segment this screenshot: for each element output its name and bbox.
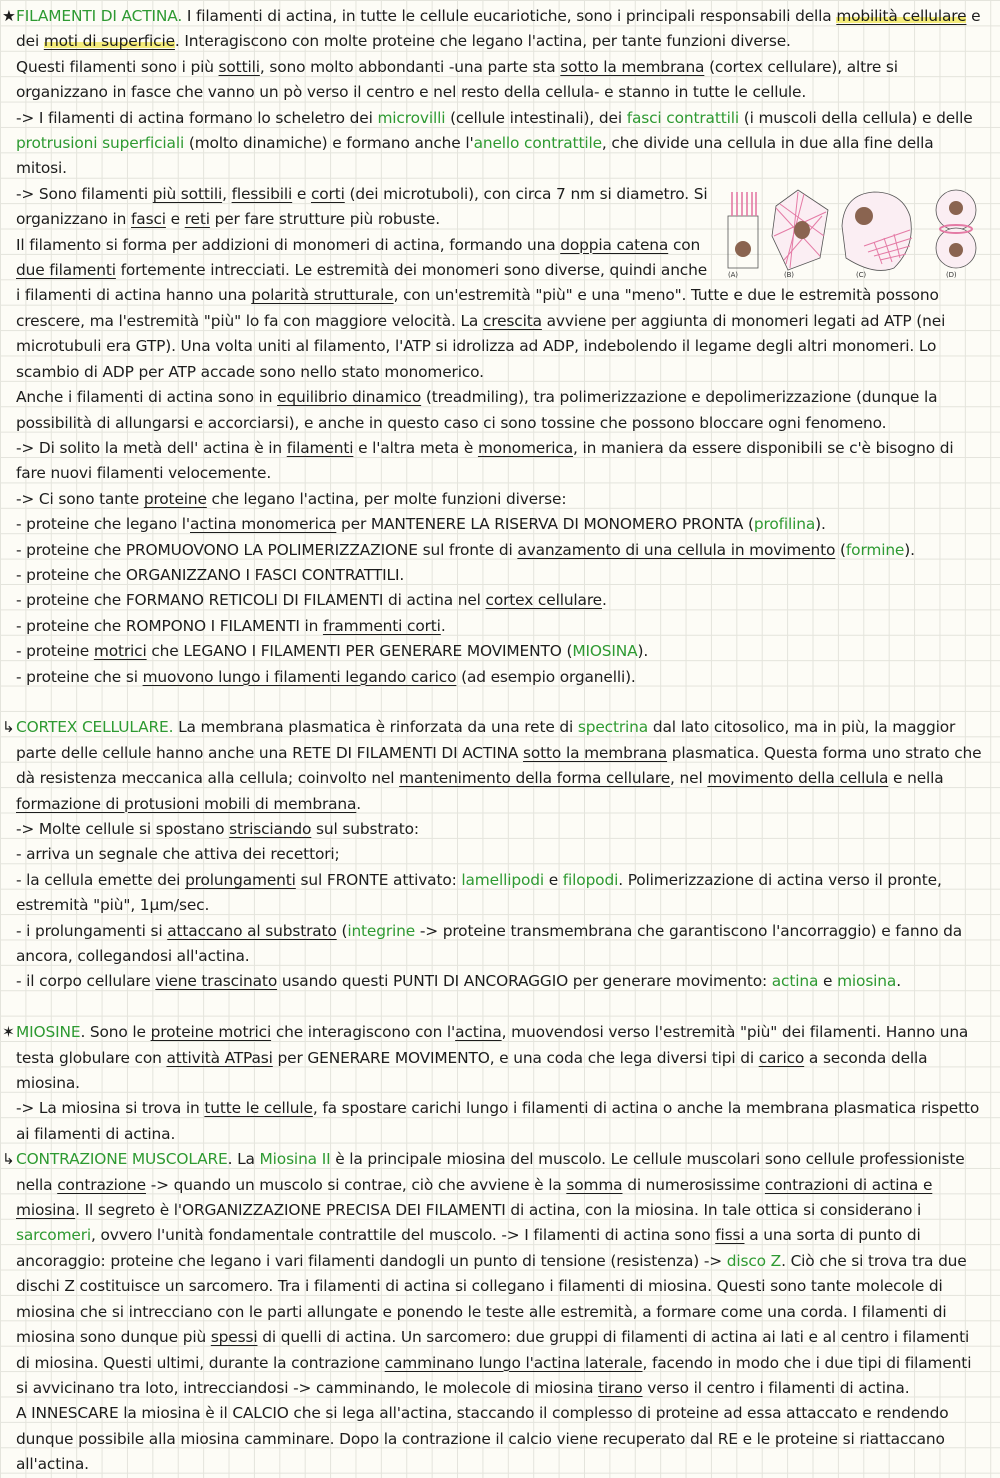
- section-title-cortex: CORTEX CELLULARE.: [16, 718, 174, 737]
- paragraph: Questi filamenti sono i più sottili, sono molto abbondanti -una parte sta sotto la membrana (cortex cellulare), altre si organizzano in fasce che vanno un pò verso il centro e nel resto della cellula- e stanno in tutte le cellule.: [16, 57, 898, 102]
- paragraph: -> I filamenti di actina formano lo scheletro dei microvilli (cellule intestinali), dei fasci contrattili (i muscoli della cellula) e delle protrusioni superficiali (molto dinamiche) e formano anche l'anello contrattile, che divide una cellula in due alla fine della mitosi.: [16, 108, 973, 178]
- figure-panel-b: [772, 190, 828, 278]
- svg-text:(A): (A): [728, 270, 738, 278]
- list-item: - proteine che legano l'actina monomerica per MANTENERE LA RISERVA DI MONOMERO PRONTA (profilina).: [16, 515, 826, 534]
- list-item: - proteine che FORMANO RETICOLI DI FILAMENTI di actina nel cortex cellulare.: [16, 591, 607, 610]
- paragraph: A INNESCARE la miosina è il CALCIO che si lega all'actina, staccando il complesso di proteine ad essa attaccato e rendendo dunque possibile alla miosina camminare. Dopo la contrazione il calcio viene recuperato dal RE e le proteine si riattaccano all'actina.: [16, 1404, 949, 1474]
- list-item: - arriva un segnale che attiva dei recettori;: [16, 845, 340, 864]
- paragraph: -> Di solito la metà dell' actina è in filamenti e l'altra meta è monomerica, in maniera da essere disponibili se c'è bisogno di fare nuovi filamenti velocemente.: [16, 438, 954, 483]
- paragraph: -> Ci sono tante proteine che legano l'actina, per molte funzioni diverse:: [16, 489, 567, 508]
- list-item: - proteine motrici che LEGANO I FILAMENTI PER GENERARE MOVIMENTO (MIOSINA).: [16, 642, 649, 661]
- star-icon: ✶: [2, 1023, 15, 1042]
- muscle-contraction-paragraph: ↳ CONTRAZIONE MUSCOLARE. La Miosina II è la principale miosina del muscolo. Le cellule muscolari sono cellule professioniste nella contrazione -> quando un muscolo si contrae, ciò che avviene è la somma di numerosissime contrazioni di actina e miosina. Il segreto è l'ORGANIZZAZIONE PRECISA DEI FILAMENTI di actina, con la miosina. In tale ottica si considerano i sarcomeri, ovvero l'unità fondamentale contrattile del muscolo. -> I filamenti di actina sono fissi a una sorta di punto di ancoraggio: proteine che legano i vari filamenti dandogli un punto di tensione (resistenza) -> disco Z. Ciò che si trova tra due dischi Z costituisce un sarcomero. Tra i filamenti di actina si collegano i filamenti di miosina. Questi sono tante molecole di miosina che si intrecciano con le parti allungate e ponendo le teste alle estremità, a formare come una corda. I filamenti di miosina sono dunque più spessi di quelli di actina. Un sarcomero: due gruppi di filamenti di actina ai lati e al centro i filamenti di miosina. Questi ultimi, durante la contrazione camminano lungo l'actina laterale, facendo in modo che i due tipi di filamenti si avvicinano tra loto, intrecciandosi -> camminando, le molecole di miosina tirano verso il centro i filamenti di actina.: [16, 1147, 986, 1401]
- section-title-muscle: CONTRAZIONE MUSCOLARE: [16, 1150, 228, 1169]
- paragraph: Il filamento si forma per addizioni di monomeri di actina, formando una doppia catena con due filamenti fortemente intrecciati. Le estremità dei monomeri sono diverse, quindi anche i filamenti di actina hanno una polarità strutturale, con un'estremità "più" e una "meno". Tutte e due le estremità possono crescere, ma l'estremità "più" lo fa con maggiore velocità. La crescita avviene per aggiunta di monomeri legati ad ATP (nei microtubuli era GTP). Una volta uniti al filamento, l'ATP si idrolizza ad ADP, indebolendo il legame degli altri monomeri. Lo scambio di ADP per ATP accade sono nello stato monomerico.: [16, 235, 946, 381]
- svg-text:(D): (D): [946, 270, 957, 278]
- hook-arrow-icon: ↳: [2, 718, 15, 737]
- paragraph: Anche i filamenti di actina sono in equilibrio dinamico (treadmiling), tra polimerizzazione e depolimerizzazione (dunque la possibilità di allungarsi e accorciarsi), e anche in questo caso ci sono tossine che possono bloccare ogni fenomeno.: [16, 388, 938, 432]
- figure-panel-d: [936, 190, 976, 278]
- paragraph: -> Sono filamenti più sottili, flessibili e corti (dei microtuboli), con circa 7 nm si diametro. Si organizzano in fasci e reti per fare strutture più robuste.: [16, 184, 708, 229]
- actin-intro-paragraph: ★FILAMENTI DI ACTINA. I filamenti di actina, in tutte le cellule eucariotiche, sono i principali responsabili della mobilità cellulare e dei moti di superficie. Interagiscono con molte proteine che legano l'actina, per tante funzioni diverse.: [16, 4, 986, 55]
- cortex-paragraph: ↳ CORTEX CELLULARE. La membrana plasmatica è rinforzata da una rete di spectrina dal lato citosolico, ma in più, la maggior parte delle cellule hanno anche una RETE DI FILAMENTI DI ACTINA sotto la membrana plasmatica. Questa forma uno strato che dà resistenza meccanica alla cellula; coinvolto nel mantenimento della forma cellulare, nel movimento della cellula e nella formazione di protusioni mobili di membrana.: [16, 715, 986, 817]
- svg-text:(C): (C): [856, 270, 866, 278]
- list-item: - la cellula emette dei prolungamenti sul FRONTE attivato: lamellipodi e filopodi. Polimerizzazione di actina verso il pronte, estremità "più", 1μm/sec.: [16, 870, 942, 915]
- list-item: - proteine che ORGANIZZANO I FASCI CONTRATTILI.: [16, 565, 405, 584]
- list-item: - proteine che ROMPONO I FILAMENTI in frammenti corti.: [16, 616, 446, 635]
- actin-structures-figure: [724, 186, 986, 278]
- hook-arrow-icon: ↳: [2, 1150, 15, 1169]
- myosin-paragraph: ✶MIOSINE. Sono le proteine motrici che interagiscono con l'actina, muovendosi verso l'estremità "più" dei filamenti. Hanno una testa globulare con attività ATPasi per GENERARE MOVIMENTO, e una coda che lega diversi tipi di carico a seconda della miosina.: [16, 1020, 986, 1096]
- section-title-actin: FILAMENTI DI ACTINA.: [16, 7, 183, 25]
- figure-panel-c: [842, 192, 912, 278]
- notes-page: [2, 4, 986, 1478]
- list-item: - il corpo cellulare viene trascinato usando questi PUNTI DI ANCORAGGIO per generare movimento: actina e miosina.: [16, 972, 901, 991]
- list-item: - proteine che PROMUOVONO LA POLIMERIZZAZIONE sul fronte di avanzamento di una cellula in movimento (formine).: [16, 540, 915, 559]
- list-item: - proteine che si muovono lungo i filamenti legando carico (ad esempio organelli).: [16, 667, 636, 686]
- paragraph: -> La miosina si trova in tutte le cellule, fa spostare carichi lungo i filamenti di actina o anche la membrana plasmatica rispetto ai filamenti di actina.: [16, 1099, 980, 1143]
- paragraph: -> Molte cellule si spostano strisciando sul substrato:: [16, 819, 419, 838]
- star-icon: ★: [2, 7, 16, 25]
- svg-text:(B): (B): [784, 270, 794, 278]
- figure-panel-a: [728, 192, 758, 278]
- list-item: - i prolungamenti si attaccano al substrato (integrine -> proteine transmembrana che garantiscono l'ancorraggio) e fanno da ancora, collegandosi all'actina.: [16, 921, 962, 966]
- section-title-myosin: MIOSINE: [16, 1023, 81, 1042]
